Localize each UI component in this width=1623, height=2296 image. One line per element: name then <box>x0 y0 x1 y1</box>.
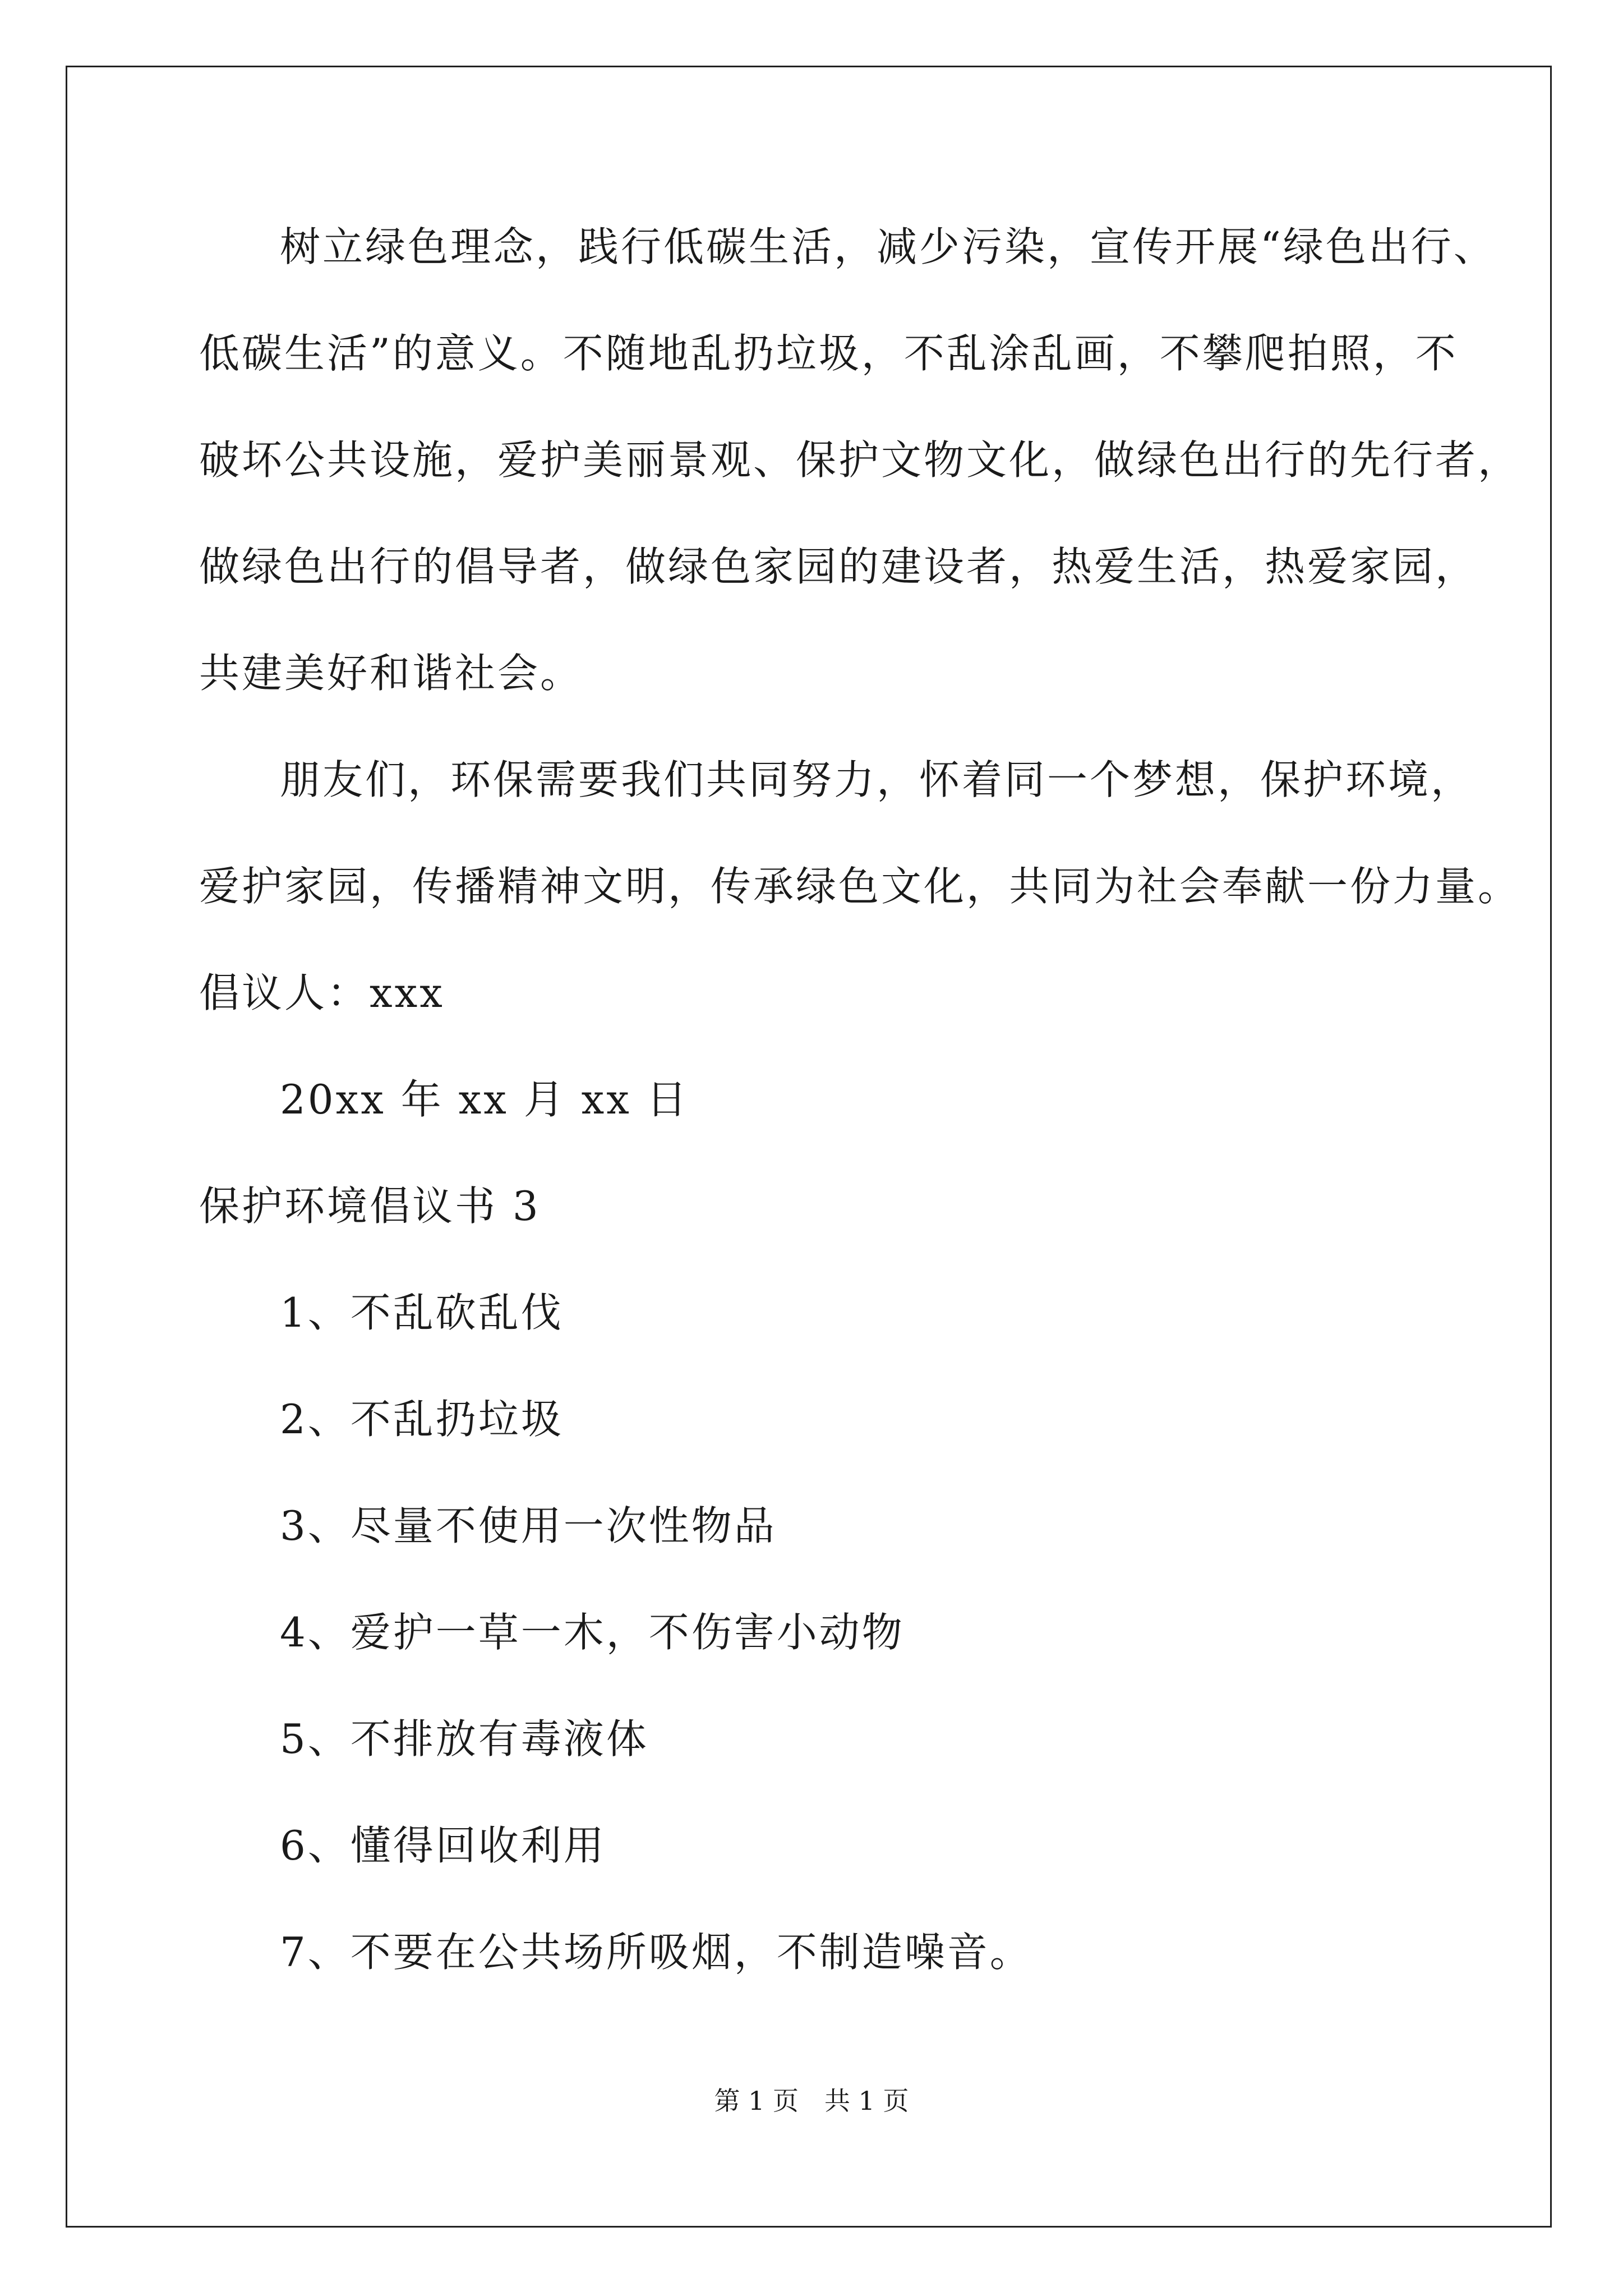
list-item: 4、爱护一草一木，不伤害小动物 <box>280 1609 905 1656</box>
paragraph-line: 破坏公共设施，爱护美丽景观、保护文物文化，做绿色出行的先行者， <box>199 436 1521 484</box>
signature: 倡议人：xxx <box>199 969 445 1016</box>
paragraph-line: 做绿色出行的倡导者，做绿色家园的建设者，热爱生活，热爱家园， <box>199 543 1478 590</box>
paragraph-line: 共建美好和谐社会。 <box>199 650 583 697</box>
list-item: 7、不要在公共场所吸烟，不制造噪音。 <box>280 1929 1032 1976</box>
list-item: 5、不排放有毒液体 <box>280 1715 649 1763</box>
page-footer: 第 1 页 共 1 页 <box>714 2086 909 2116</box>
list-item: 1、不乱砍乱伐 <box>280 1289 564 1336</box>
list-item: 3、尽量不使用一次性物品 <box>280 1502 777 1549</box>
page-border <box>66 66 1552 2228</box>
date: 20xx 年 xx 月 xx 日 <box>280 1076 689 1123</box>
paragraph-line: 树立绿色理念，践行低碳生活，减少污染，宣传开展“绿色出行、 <box>280 223 1496 270</box>
paragraph-line: 朋友们，环保需要我们共同努力，怀着同一个梦想，保护环境， <box>280 756 1474 803</box>
section-title: 保护环境倡议书 3 <box>199 1182 541 1230</box>
list-item: 2、不乱扔垃圾 <box>280 1396 564 1443</box>
paragraph-line: 低碳生活”的意义。不随地乱扔垃圾，不乱涂乱画，不攀爬拍照，不 <box>199 330 1458 377</box>
paragraph-line: 爱护家园，传播精神文明，传承绿色文化，共同为社会奉献一份力量。 <box>199 863 1521 910</box>
list-item: 6、懂得回收利用 <box>280 1822 606 1869</box>
